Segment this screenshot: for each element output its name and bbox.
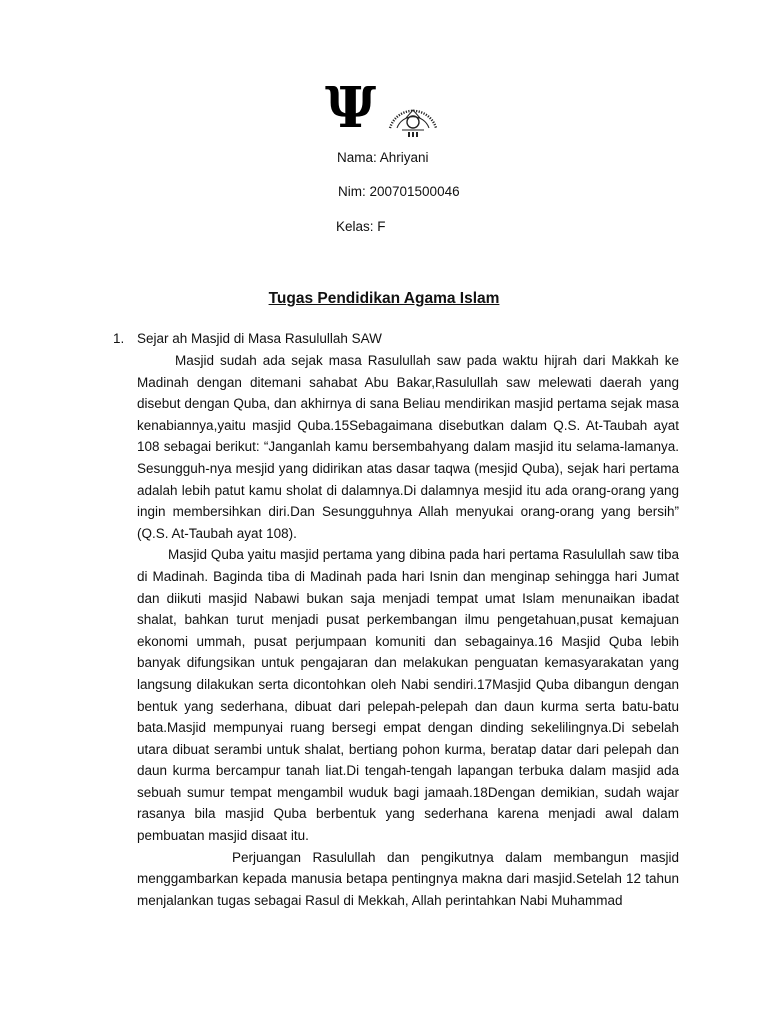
- header-logos: [320, 75, 460, 142]
- section-heading: Sejar ah Masjid di Masa Rasulullah SAW: [137, 331, 382, 346]
- document-title: Tugas Pendidikan Agama Islam: [268, 290, 500, 307]
- student-class: Kelas: F: [336, 219, 386, 234]
- psi-logo-icon: Ψ: [325, 75, 377, 141]
- paragraph-2: Masjid Quba yaitu masjid pertama yang dibina pada hari pertama Rasulullah saw tiba di Madinah. Baginda tiba di Madinah pada hari Isnin dan menginap sehingga hari Jumat dan diikuti masjid Nabawi bukan saja menjadi tempat umat Islam menunaikan ibadat shalat, bahkan turut menjadi pusat perkembangan ilmu pengetahuan,pusat kemajuan ekonomi ummah, pusat perjumpaan komuniti dan sebagainya.16 Masjid Quba lebih banyak difungsikan untuk pengajaran dan melakukan penguatan kemasyarakatan yang langsung dilakukan serta dicontohkan oleh Nabi sendiri.17Masjid Quba dibangun dengan bentuk yang sederhana, dibuat dari pelepah-pelepah dan daun kurma serta batu-batu bata.Masjid mempunyai ruang bersegi empat dengan dinding sekelilingnya.Di sebelah utara dibuat serambi untuk shalat, bertiang pohon kurma, beratap datar dari pelepah dan daun kurma bercampur tanah liat.Di tengah-tengah lapangan terbuka dalam masjid ada sebuah sumur tempat mengambil wuduk bagi jamaah.18Dengan demikian, sudah wajar rasanya bila masjid Quba berbentuk yang sederhana karena menjadi awal dalam pembuatan masjid disaat itu.: [137, 547, 679, 844]
- paragraph-1: Masjid sudah ada sejak masa Rasulullah saw pada waktu hijrah dari Makkah ke Madinah dengan ditemani sahabat Abu Bakar,Rasulullah saw melewati daerah yang disebut dengan Quba, dan akhirnya di sana Beliau mendirikan masjid pertama sejak masa kenabiannya,yaitu masjid Quba.15Sebagaimana disebutkan dalam Q.S. At-Taubah ayat 108 sebagai berikut: “Janganlah kamu bersembahyang dalam masjid itu selama-lamanya. Sesungguh-nya mesjid yang didirikan atas dasar taqwa (mesjid Quba), sejak hari pertama adalah lebih patut kamu sholat di dalamnya.Di dalamnya mesjid itu ada orang-orang yang ingin membersihkan diri.Dan Sesungguhnya Allah menyukai orang-orang yang bersih” (Q.S. At-Taubah ayat 108).: [137, 353, 679, 541]
- university-seal-icon: [384, 88, 442, 140]
- document-body: [137, 350, 679, 911]
- student-nim: Nim: 200701500046: [338, 184, 460, 199]
- list-number: 1.: [113, 331, 125, 346]
- student-name: Nama: Ahriyani: [337, 150, 429, 165]
- paragraph-3: Perjuangan Rasulullah dan pengikutnya dalam membangun masjid menggambarkan kepada manusia betapa pentingnya makna dari masjid.Setelah 12 tahun menjalankan tugas sebagai Rasul di Mekkah, Allah perintahkan Nabi Muhammad: [137, 849, 679, 908]
